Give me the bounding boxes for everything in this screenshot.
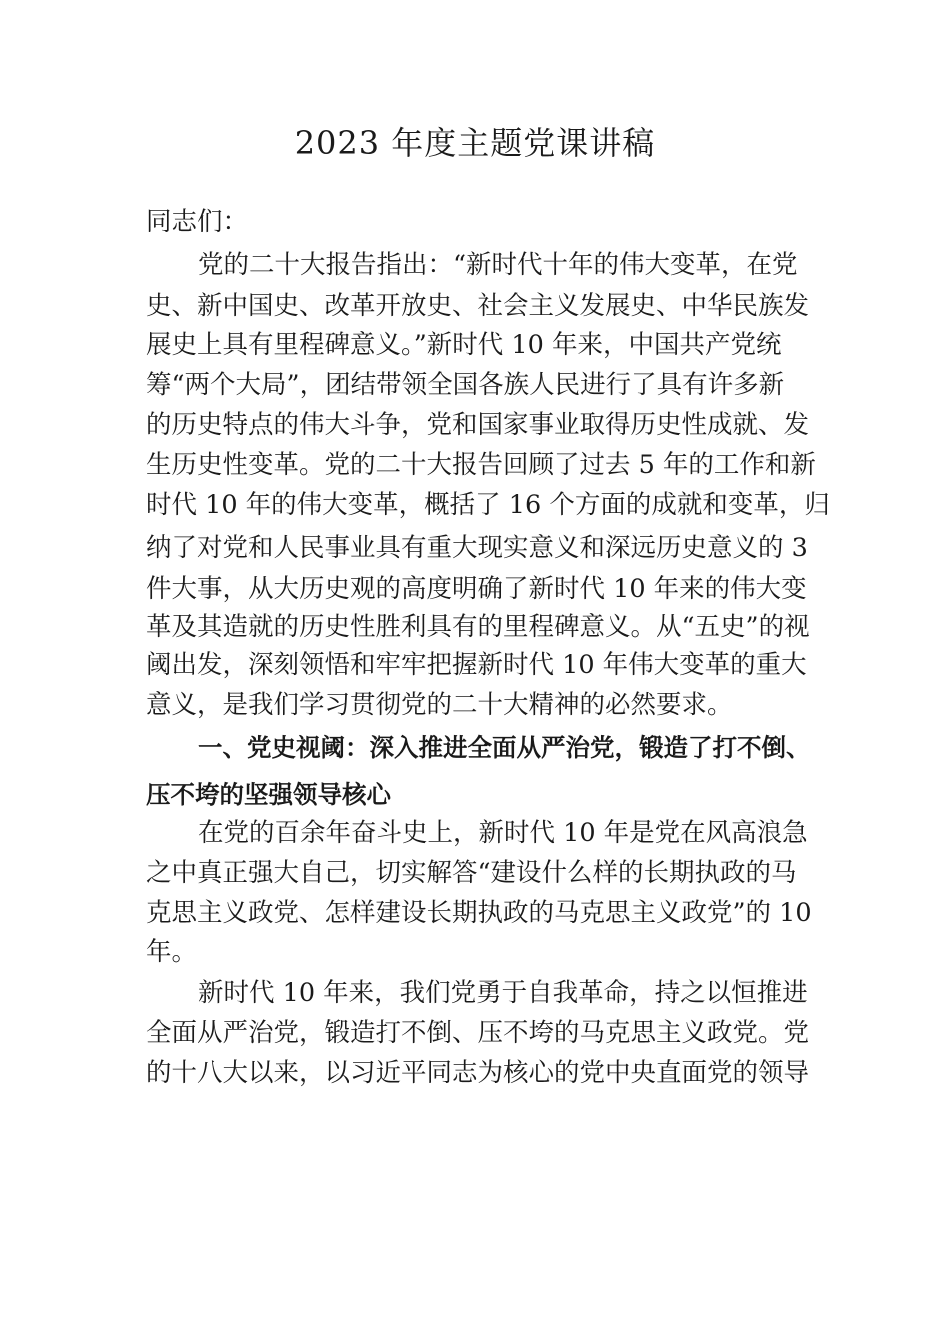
text-line: 展史上具有里程碑意义。”新时代 10 年来，中国共产党统 <box>146 330 782 360</box>
text-line: 阈出发，深刻领悟和牢牢把握新时代 10 年伟大变革的重大 <box>146 650 807 680</box>
text-line: 纳了对党和人民事业具有重大现实意义和深远历史意义的 3 <box>146 533 808 563</box>
text-line: 筹“两个大局”，团结带领全国各族人民进行了具有许多新 <box>146 370 785 400</box>
heading-line: 一、党史视阈：深入推进全面从严治党，锻造了打不倒、 <box>198 733 811 762</box>
text-line: 生历史性变革。党的二十大报告回顾了过去 5 年的工作和新 <box>146 450 816 480</box>
heading-line: 压不垮的坚强领导核心 <box>146 780 391 809</box>
salutation: 同志们： <box>146 207 249 237</box>
text-line: 在党的百余年奋斗史上，新时代 10 年是党在风高浪急 <box>198 818 808 848</box>
text-line: 新时代 10 年来，我们党勇于自我革命，持之以恒推进 <box>198 978 808 1008</box>
text-line: 的十八大以来，以习近平同志为核心的党中央直面党的领导 <box>146 1058 810 1088</box>
text-line: 革及其造就的历史性胜利具有的里程碑意义。从“五史”的视 <box>146 612 810 642</box>
text-line: 的历史特点的伟大斗争，党和国家事业取得历史性成就、发 <box>146 410 810 440</box>
text-line: 克思主义政党、怎样建设长期执政的马克思主义政党”的 10 <box>146 898 812 928</box>
text-line: 年。 <box>146 937 198 967</box>
text-line: 时代 10 年的伟大变革，概括了 16 个方面的成就和变革，归 <box>146 490 830 520</box>
text-line: 之中真正强大自己，切实解答“建设什么样的长期执政的马 <box>146 858 797 888</box>
text-line: 意义，是我们学习贯彻党的二十大精神的必然要求。 <box>146 690 733 720</box>
text-line: 党的二十大报告指出：“新时代十年的伟大变革，在党 <box>198 250 798 280</box>
text-line: 全面从严治党，锻造打不倒、压不垮的马克思主义政党。党 <box>146 1018 810 1048</box>
text-line: 史、新中国史、改革开放史、社会主义发展史、中华民族发 <box>146 291 810 321</box>
text-line: 件大事，从大历史观的高度明确了新时代 10 年来的伟大变 <box>146 574 807 604</box>
page-title: 2023 年度主题党课讲稿 <box>294 124 656 162</box>
